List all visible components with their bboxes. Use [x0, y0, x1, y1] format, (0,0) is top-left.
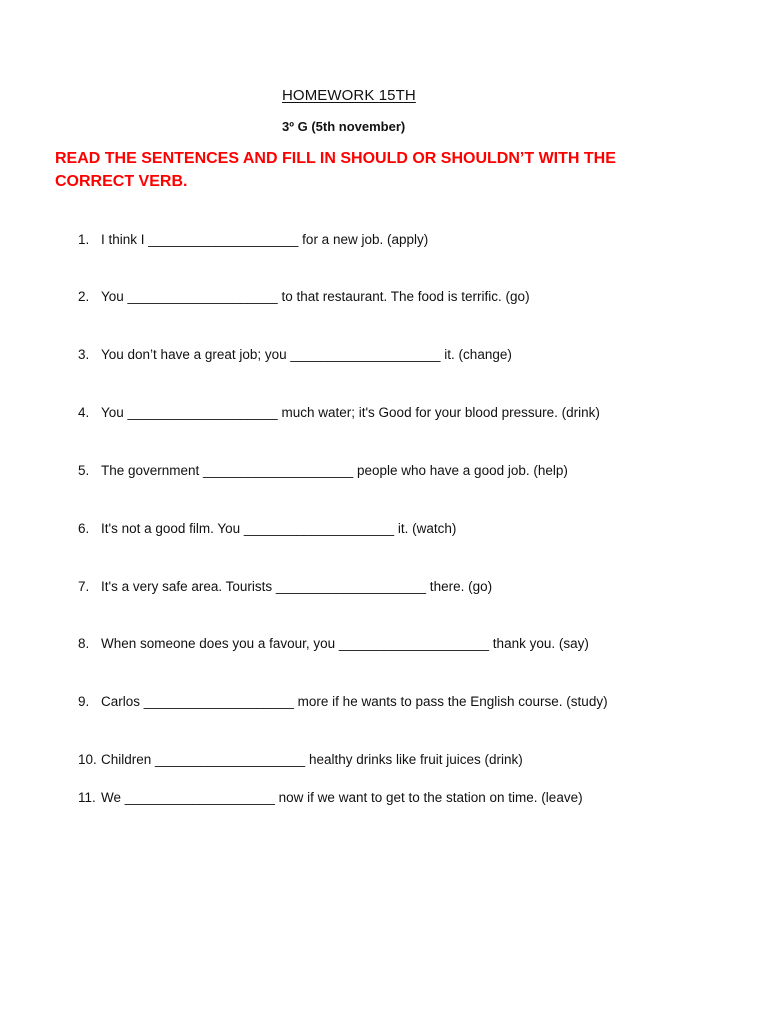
instruction-heading: READ THE SENTENCES AND FILL IN SHOULD OR SHOULDN’T WITH THE CORRECT VERB.	[55, 150, 616, 190]
exercise-number: 9.	[78, 694, 90, 709]
exercise-item-2	[78, 288, 718, 306]
exercise-sentence: You don’t have a great job; you ____________________ it. (change)	[101, 347, 512, 362]
exercise-sentence: You ____________________ much water; it's Good for your blood pressure. (drink)	[101, 405, 600, 420]
exercise-sentence: We ____________________ now if we want to get to the station on time. (leave)	[101, 790, 583, 805]
exercise-sentence: It's a very safe area. Tourists ____________________ there. (go)	[101, 579, 493, 594]
class-date-subtitle: 3º G (5th november)	[282, 119, 406, 134]
exercise-number: 3.	[78, 347, 90, 362]
exercise-sentence: You ____________________ to that restaurant. The food is terrific. (go)	[101, 289, 530, 304]
exercise-sentence: Carlos ____________________ more if he wants to pass the English course. (study)	[101, 694, 608, 709]
exercise-item-9	[78, 693, 718, 711]
exercise-item-3	[78, 346, 718, 364]
exercise-number: 6.	[78, 521, 90, 536]
exercise-number: 7.	[78, 579, 90, 594]
exercise-item-4	[78, 404, 718, 422]
exercise-number: 5.	[78, 463, 90, 478]
exercise-number: 4.	[78, 405, 90, 420]
exercise-number: 11.	[78, 790, 96, 805]
exercise-item-7	[78, 578, 718, 596]
exercise-item-5	[78, 462, 718, 480]
page-title: HOMEWORK 15TH	[282, 87, 416, 104]
exercise-number: 2.	[78, 289, 90, 304]
exercise-item-6	[78, 520, 718, 538]
exercise-sentence: The government ____________________ people who have a good job. (help)	[101, 463, 568, 478]
exercise-number: 1.	[78, 232, 90, 247]
exercise-sentence: I think I ____________________ for a new job. (apply)	[101, 232, 429, 247]
exercise-sentence: When someone does you a favour, you ____________________ thank you. (say)	[101, 636, 589, 651]
exercise-item-8	[78, 635, 718, 653]
exercise-sentence: Children ____________________ healthy drinks like fruit juices (drink)	[101, 752, 523, 767]
exercise-number: 10.	[78, 752, 97, 767]
exercise-number: 8.	[78, 636, 90, 651]
exercise-item-10	[78, 751, 718, 769]
exercise-item-1	[78, 231, 718, 249]
exercise-item-11	[78, 789, 718, 807]
exercise-sentence: It's not a good film. You ____________________ it. (watch)	[101, 521, 457, 536]
